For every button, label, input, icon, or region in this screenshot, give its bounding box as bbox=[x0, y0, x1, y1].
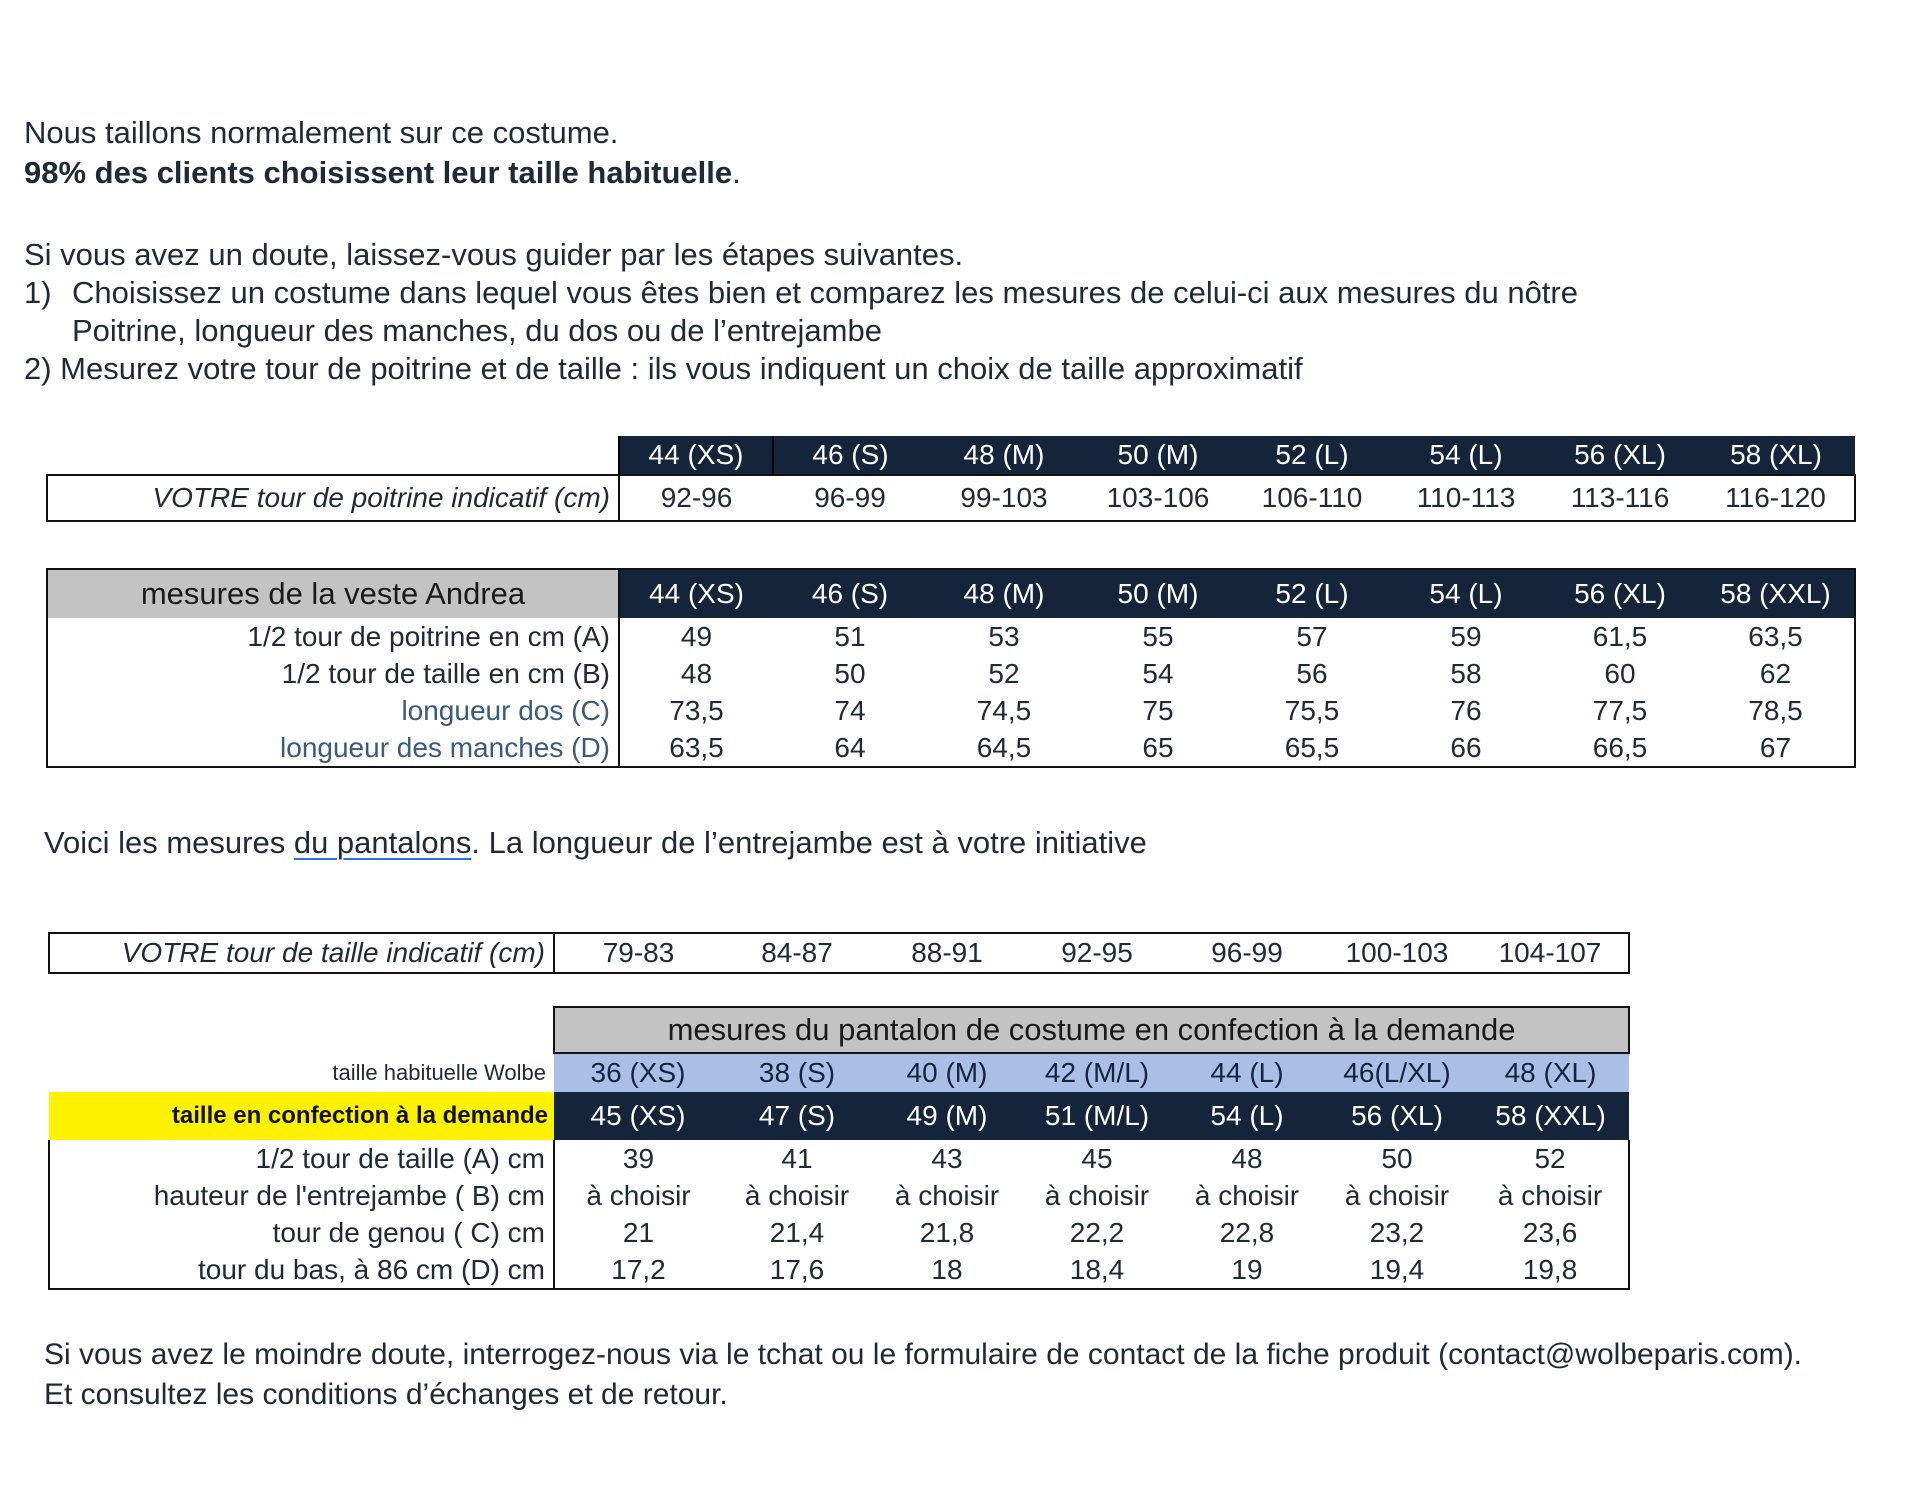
step-1-detail: Poitrine, longueur des manches, du dos ou de l’entrejambe bbox=[72, 313, 882, 348]
table-cell: 100-103 bbox=[1322, 933, 1472, 973]
usual-size-row bbox=[49, 1053, 1629, 1092]
table-cell: à choisir bbox=[1472, 1177, 1629, 1214]
table-cell: 17,2 bbox=[554, 1251, 722, 1289]
table-cell: 51 bbox=[834, 620, 866, 652]
chest-table-row bbox=[47, 475, 1855, 521]
custom-size: 45 (XS) bbox=[554, 1092, 722, 1140]
row-label: 1/2 tour de taille en cm (B) bbox=[47, 655, 619, 692]
size-header: 46 (S) bbox=[773, 436, 927, 475]
table-cell: 67 bbox=[1697, 729, 1855, 767]
usual-size-label: taille habituelle Wolbe bbox=[332, 1059, 546, 1085]
size-header: 54 (L) bbox=[1389, 436, 1543, 475]
custom-size-row bbox=[49, 1092, 1629, 1140]
table-cell: 75 bbox=[1142, 694, 1174, 726]
table-cell: 60 bbox=[1604, 657, 1636, 689]
table-row bbox=[47, 655, 1855, 692]
size-header: 46 (S) bbox=[773, 569, 927, 618]
table-cell: 63,5 bbox=[619, 729, 773, 767]
table-cell: 99-103 bbox=[927, 475, 1081, 521]
table-cell: 49 bbox=[680, 620, 713, 652]
custom-size-label: taille en confection à la demande bbox=[49, 1092, 554, 1140]
table-cell: 22,2 bbox=[1069, 1216, 1125, 1248]
table-cell: 21,8 bbox=[919, 1216, 975, 1248]
pants-table-title-row bbox=[49, 1007, 1629, 1053]
size-header: 50 (M) bbox=[1081, 569, 1235, 618]
footer-line-1: Si vous avez le moindre doute, interrogez-nous via le tchat ou le formulaire de contact de la fiche produit (contact@wolbeparis.com). bbox=[44, 1338, 1803, 1371]
table-cell: 50 bbox=[1381, 1142, 1413, 1174]
table-cell: 55 bbox=[1142, 620, 1174, 652]
table-cell: 61,5 bbox=[1592, 620, 1648, 652]
table-cell: 39 bbox=[622, 1142, 655, 1174]
table-cell: 19,8 bbox=[1472, 1251, 1629, 1289]
custom-size: 58 (XXL) bbox=[1472, 1092, 1629, 1140]
table-cell: 76 bbox=[1450, 694, 1482, 726]
table-cell: 74 bbox=[834, 694, 866, 726]
table-cell: 52 bbox=[988, 657, 1020, 689]
intro-highlight: 98% des clients choisissent leur taille habituelle bbox=[24, 155, 733, 190]
empty-cell bbox=[49, 1007, 554, 1053]
size-header: 44 (XS) bbox=[619, 569, 773, 618]
table-cell: 74,5 bbox=[976, 694, 1032, 726]
usual-size: 38 (S) bbox=[722, 1053, 872, 1092]
size-header: 48 (M) bbox=[927, 569, 1081, 618]
table-cell: 53 bbox=[988, 620, 1020, 652]
table-cell: 110-113 bbox=[1389, 475, 1543, 521]
table-cell: 92-96 bbox=[619, 475, 773, 521]
table-cell: 43 bbox=[931, 1142, 963, 1174]
custom-size: 51 (M/L) bbox=[1022, 1092, 1172, 1140]
usual-size: 36 (XS) bbox=[554, 1053, 722, 1092]
table-row bbox=[49, 1251, 1629, 1289]
jacket-table-title: mesures de la veste Andrea bbox=[47, 569, 619, 618]
table-cell: à choisir bbox=[894, 1179, 1000, 1211]
table-cell: 62 bbox=[1697, 655, 1855, 692]
table-cell: 41 bbox=[781, 1142, 813, 1174]
table-cell: 78,5 bbox=[1697, 692, 1855, 729]
table-cell: 58 bbox=[1450, 657, 1482, 689]
table-cell: 17,6 bbox=[722, 1251, 872, 1289]
row-label: VOTRE tour de poitrine indicatif (cm) bbox=[47, 475, 619, 521]
table-row bbox=[49, 933, 1629, 973]
intro-line-2-end: . bbox=[732, 155, 741, 190]
table-cell: à choisir bbox=[744, 1179, 850, 1211]
table-cell: 21 bbox=[622, 1216, 655, 1248]
size-header: 44 (XS) bbox=[619, 436, 773, 475]
table-row bbox=[47, 729, 1855, 767]
footer-line-2: Et consultez les conditions d’échanges et de retour. bbox=[44, 1378, 728, 1411]
table-cell: 79-83 bbox=[554, 933, 722, 973]
table-cell: 54 bbox=[1142, 657, 1174, 689]
pants-intro bbox=[44, 824, 1147, 862]
row-label: longueur dos (C) bbox=[47, 692, 619, 729]
usual-size: 48 (XL) bbox=[1472, 1053, 1629, 1092]
size-header: 56 (XL) bbox=[1543, 436, 1697, 475]
pants-link[interactable]: du pantalons bbox=[293, 825, 472, 860]
size-header: 56 (XL) bbox=[1543, 569, 1697, 618]
pants-measurements-table bbox=[48, 1006, 1630, 1290]
table-cell: 63,5 bbox=[1697, 618, 1855, 655]
table-cell: 57 bbox=[1296, 620, 1328, 652]
custom-size: 54 (L) bbox=[1172, 1092, 1322, 1140]
table-row bbox=[47, 618, 1855, 655]
table-cell: 21,4 bbox=[769, 1216, 825, 1248]
table-cell: 45 bbox=[1081, 1142, 1113, 1174]
step-1-text: Choisissez un costume dans lequel vous êtes bien et comparez les mesures de celui-ci aux mesures du nôtre bbox=[72, 275, 1578, 310]
table-cell: 48 bbox=[1231, 1142, 1263, 1174]
table-cell: 96-99 bbox=[1172, 933, 1322, 973]
table-cell: 84-87 bbox=[722, 933, 872, 973]
table-cell: 92-95 bbox=[1022, 933, 1172, 973]
table-cell: 59 bbox=[1450, 620, 1482, 652]
custom-size: 47 (S) bbox=[722, 1092, 872, 1140]
waist-size-table bbox=[48, 932, 1630, 974]
table-cell: 48 bbox=[680, 657, 713, 689]
size-header: 52 (L) bbox=[1235, 569, 1389, 618]
table-cell: 73,5 bbox=[669, 694, 724, 726]
size-header: 50 (M) bbox=[1081, 436, 1235, 475]
table-cell: 56 bbox=[1296, 657, 1328, 689]
table-cell: 22,8 bbox=[1219, 1216, 1275, 1248]
table-cell: à choisir bbox=[586, 1179, 691, 1211]
table-cell: 104-107 bbox=[1472, 933, 1629, 973]
empty-cell bbox=[47, 436, 619, 475]
table-row bbox=[49, 1214, 1629, 1251]
table-cell: 52 bbox=[1472, 1140, 1629, 1177]
intro-line-3: Si vous avez un doute, laissez-vous guider par les étapes suivantes. bbox=[24, 237, 964, 272]
row-label: tour du bas, à 86 cm (D) cm bbox=[49, 1251, 554, 1289]
chest-size-table bbox=[46, 436, 1856, 522]
step-2-text: 2) Mesurez votre tour de poitrine et de taille : ils vous indiquent un choix de taille approximatif bbox=[24, 351, 1303, 386]
table-cell: 23,2 bbox=[1369, 1216, 1425, 1248]
intro-line-2 bbox=[24, 154, 741, 192]
pants-intro-before: Voici les mesures bbox=[44, 825, 294, 860]
table-cell: 106-110 bbox=[1235, 475, 1389, 521]
pants-intro-after: . La longueur de l’entrejambe est à votre initiative bbox=[471, 825, 1147, 860]
table-cell: 65,5 bbox=[1235, 729, 1389, 767]
table-cell: 50 bbox=[834, 657, 866, 689]
table-row bbox=[49, 1177, 1629, 1214]
table-cell: 23,6 bbox=[1472, 1214, 1629, 1251]
table-cell: 66 bbox=[1389, 729, 1543, 767]
size-header: 58 (XXL) bbox=[1697, 569, 1855, 618]
table-cell: 116-120 bbox=[1697, 475, 1855, 521]
table-cell: 18 bbox=[872, 1251, 1022, 1289]
table-cell: 19,4 bbox=[1322, 1251, 1472, 1289]
table-cell: à choisir bbox=[1194, 1179, 1300, 1211]
custom-size: 56 (XL) bbox=[1322, 1092, 1472, 1140]
table-cell: 96-99 bbox=[773, 475, 927, 521]
table-cell: 64 bbox=[773, 729, 927, 767]
step-1-number: 1) bbox=[24, 275, 52, 310]
size-header: 48 (M) bbox=[927, 436, 1081, 475]
row-label: hauteur de l'entrejambe ( B) cm bbox=[49, 1177, 554, 1214]
table-cell: 77,5 bbox=[1592, 694, 1648, 726]
table-row bbox=[47, 692, 1855, 729]
table-cell: 18,4 bbox=[1022, 1251, 1172, 1289]
table-cell: 19 bbox=[1172, 1251, 1322, 1289]
row-label: tour de genou ( C) cm bbox=[49, 1214, 554, 1251]
table-cell: 103-106 bbox=[1081, 475, 1235, 521]
row-label: 1/2 tour de poitrine en cm (A) bbox=[47, 618, 619, 655]
usual-size: 40 (M) bbox=[872, 1053, 1022, 1092]
row-label: longueur des manches (D) bbox=[47, 729, 619, 767]
intro-line-1: Nous taillons normalement sur ce costume. bbox=[24, 115, 619, 150]
table-cell: à choisir bbox=[1044, 1179, 1150, 1211]
table-cell: 66,5 bbox=[1543, 729, 1697, 767]
size-header: 52 (L) bbox=[1235, 436, 1389, 475]
table-cell: 75,5 bbox=[1284, 694, 1340, 726]
row-label: VOTRE tour de taille indicatif (cm) bbox=[49, 933, 554, 973]
size-header: 54 (L) bbox=[1389, 569, 1543, 618]
chest-table-header-row bbox=[47, 436, 1855, 475]
table-cell: 113-116 bbox=[1543, 475, 1697, 521]
table-cell: 88-91 bbox=[872, 933, 1022, 973]
size-header: 58 (XL) bbox=[1697, 436, 1855, 475]
table-cell: 65 bbox=[1081, 729, 1235, 767]
pants-table-title: mesures du pantalon de costume en confection à la demande bbox=[554, 1007, 1629, 1053]
table-cell: 64,5 bbox=[927, 729, 1081, 767]
custom-size: 49 (M) bbox=[872, 1092, 1022, 1140]
jacket-table-header-row bbox=[47, 569, 1855, 618]
table-cell: à choisir bbox=[1344, 1179, 1450, 1211]
usual-size: 42 (M/L) bbox=[1022, 1053, 1172, 1092]
usual-size: 44 (L) bbox=[1172, 1053, 1322, 1092]
jacket-measurements-table bbox=[46, 568, 1856, 768]
row-label: 1/2 tour de taille (A) cm bbox=[49, 1140, 554, 1177]
table-row bbox=[49, 1140, 1629, 1177]
usual-size: 46(L/XL) bbox=[1322, 1053, 1472, 1092]
